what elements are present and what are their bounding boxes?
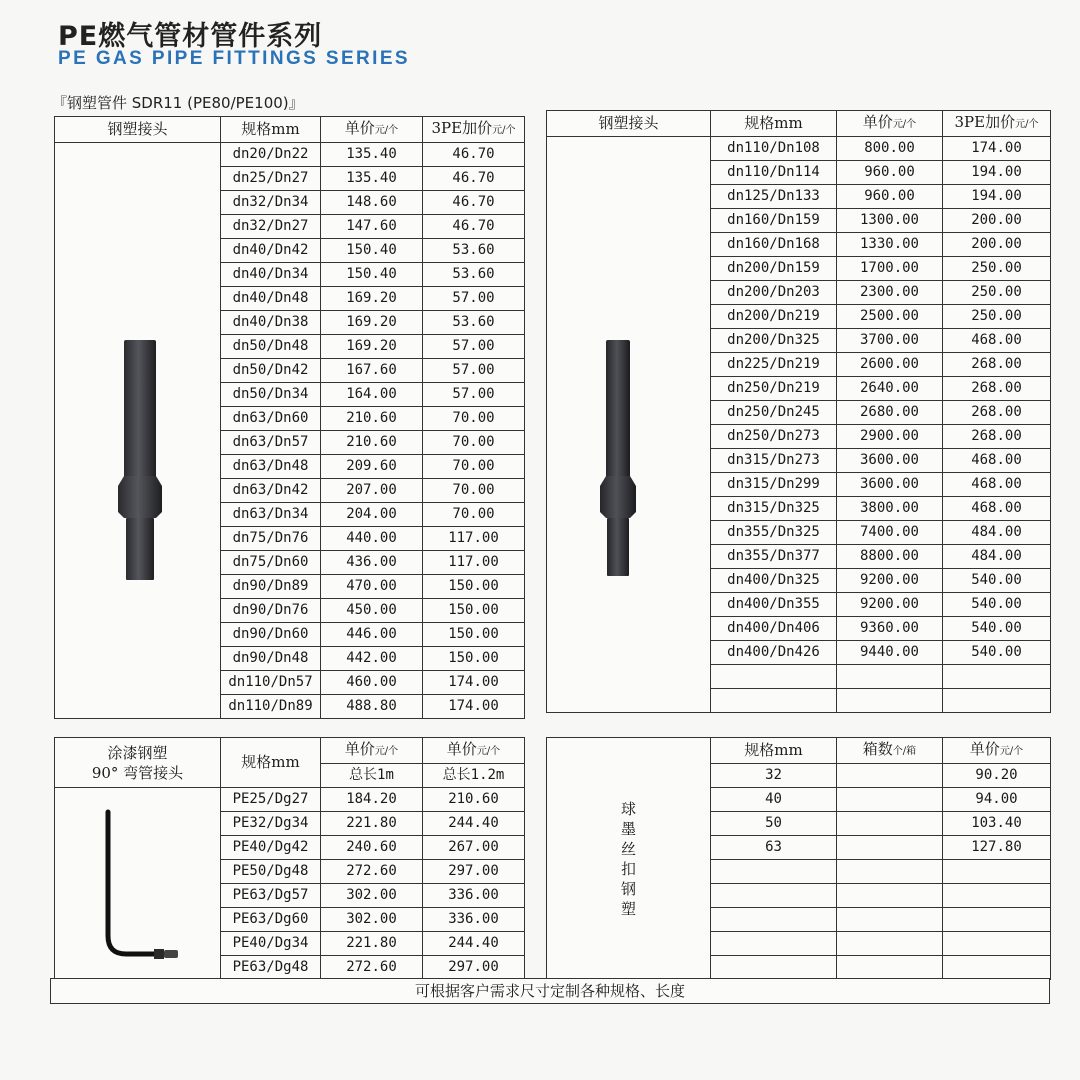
surcharge-cell: 70.00 <box>423 431 525 455</box>
box-count-cell <box>837 812 943 836</box>
price-cell: 2300.00 <box>837 281 943 305</box>
price-cell: 135.40 <box>321 143 423 167</box>
surcharge-cell: 250.00 <box>943 257 1051 281</box>
surcharge-cell: 174.00 <box>943 137 1051 161</box>
elbow-joint-illustration <box>98 806 188 968</box>
spec-cell: dn110/Dn57 <box>221 671 321 695</box>
spec-cell: dn200/Dn325 <box>711 329 837 353</box>
spec-cell: dn315/Dn325 <box>711 497 837 521</box>
price-cell: 210.60 <box>321 407 423 431</box>
price-cell: 960.00 <box>837 185 943 209</box>
spec-header: 规格mm <box>711 738 837 764</box>
surcharge-cell: 268.00 <box>943 377 1051 401</box>
price-cell: 436.00 <box>321 551 423 575</box>
spec-cell: dn355/Dn325 <box>711 521 837 545</box>
table-row <box>55 143 525 167</box>
spec-cell: dn315/Dn273 <box>711 449 837 473</box>
price-cell: 2500.00 <box>837 305 943 329</box>
surcharge-cell: 70.00 <box>423 455 525 479</box>
spec-cell: dn40/Dn38 <box>221 311 321 335</box>
surcharge-cell: 53.60 <box>423 263 525 287</box>
price-cell: 90.20 <box>943 764 1051 788</box>
spec-cell: dn110/Dn89 <box>221 695 321 719</box>
product-name-header: 涂漆钢塑 90° 弯管接头 <box>55 738 221 788</box>
surcharge-cell: 200.00 <box>943 233 1051 257</box>
price-header: 单价元/个 <box>943 738 1051 764</box>
surcharge-cell: 117.00 <box>423 527 525 551</box>
spec-cell <box>711 860 837 884</box>
price-cell: 169.20 <box>321 287 423 311</box>
spec-cell: dn400/Dn406 <box>711 617 837 641</box>
spec-header: 规格mm <box>711 111 837 137</box>
price-cell: 9440.00 <box>837 641 943 665</box>
box-count-cell <box>837 908 943 932</box>
price-cell: 207.00 <box>321 479 423 503</box>
surcharge-cell: 484.00 <box>943 545 1051 569</box>
price-cell: 147.60 <box>321 215 423 239</box>
price-cell: 184.20 <box>321 788 423 812</box>
spec-cell: dn200/Dn219 <box>711 305 837 329</box>
price-cell <box>943 932 1051 956</box>
surcharge-cell: 468.00 <box>943 473 1051 497</box>
spec-cell: PE40/Dg42 <box>221 836 321 860</box>
spec-cell: PE63/Dg57 <box>221 884 321 908</box>
spec-cell: dn225/Dn219 <box>711 353 837 377</box>
surcharge-cell: 297.00 <box>423 956 525 980</box>
price-header: 单价元/个 <box>321 117 423 143</box>
price-cell: 800.00 <box>837 137 943 161</box>
price-header: 单价元/个 <box>837 111 943 137</box>
price-header-1m: 单价元/个 <box>321 738 423 764</box>
spec-cell: dn250/Dn245 <box>711 401 837 425</box>
spec-cell: dn63/Dn60 <box>221 407 321 431</box>
length-1m-header: 总长1m <box>321 764 423 788</box>
table-row <box>547 137 1051 161</box>
spec-cell: dn160/Dn168 <box>711 233 837 257</box>
price-cell: 1330.00 <box>837 233 943 257</box>
price-cell: 1700.00 <box>837 257 943 281</box>
spec-cell: 40 <box>711 788 837 812</box>
spec-cell: dn20/Dn22 <box>221 143 321 167</box>
spec-cell: dn50/Dn34 <box>221 383 321 407</box>
spec-cell: dn63/Dn34 <box>221 503 321 527</box>
surcharge-cell: 268.00 <box>943 425 1051 449</box>
price-cell: 9200.00 <box>837 569 943 593</box>
product-name-header: 钢塑接头 <box>547 111 711 137</box>
surcharge-cell: 150.00 <box>423 599 525 623</box>
spec-cell: dn315/Dn299 <box>711 473 837 497</box>
price-cell: 3600.00 <box>837 449 943 473</box>
surcharge-cell: 268.00 <box>943 353 1051 377</box>
surcharge-cell: 268.00 <box>943 401 1051 425</box>
surcharge-cell: 540.00 <box>943 569 1051 593</box>
box-count-cell <box>837 788 943 812</box>
surcharge-cell: 468.00 <box>943 497 1051 521</box>
spec-cell: dn200/Dn203 <box>711 281 837 305</box>
surcharge-cell: 70.00 <box>423 407 525 431</box>
spec-cell: PE50/Dg48 <box>221 860 321 884</box>
price-cell: 167.60 <box>321 359 423 383</box>
price-cell: 302.00 <box>321 884 423 908</box>
surcharge-cell: 194.00 <box>943 161 1051 185</box>
surcharge-cell: 250.00 <box>943 281 1051 305</box>
surcharge-cell: 150.00 <box>423 647 525 671</box>
box-count-cell <box>837 956 943 980</box>
price-cell: 302.00 <box>321 908 423 932</box>
customization-note: 可根据客户需求尺寸定制各种规格、长度 <box>50 978 1050 1004</box>
spec-cell: dn63/Dn57 <box>221 431 321 455</box>
3pe-surcharge-header: 3PE加价元/个 <box>423 117 525 143</box>
price-cell <box>837 689 943 713</box>
surcharge-cell: 484.00 <box>943 521 1051 545</box>
spec-cell: dn160/Dn159 <box>711 209 837 233</box>
price-cell: 204.00 <box>321 503 423 527</box>
price-cell <box>943 908 1051 932</box>
spec-cell: dn125/Dn133 <box>711 185 837 209</box>
surcharge-cell: 46.70 <box>423 143 525 167</box>
surcharge-cell: 174.00 <box>423 695 525 719</box>
spec-cell: dn400/Dn355 <box>711 593 837 617</box>
section-subtitle: 『钢塑管件 SDR11 (PE80/PE100)』 <box>52 94 304 112</box>
box-count-header: 箱数个/箱 <box>837 738 943 764</box>
ductile-threaded-table <box>546 737 1051 980</box>
price-cell: 169.20 <box>321 335 423 359</box>
spec-cell <box>711 884 837 908</box>
spec-cell: dn110/Dn108 <box>711 137 837 161</box>
price-cell: 3600.00 <box>837 473 943 497</box>
surcharge-cell: 53.60 <box>423 239 525 263</box>
spec-cell: dn40/Dn42 <box>221 239 321 263</box>
spec-cell: PE32/Dg34 <box>221 812 321 836</box>
page-title-english: PE GAS PIPE FITTINGS SERIES <box>58 48 410 69</box>
spec-cell <box>711 932 837 956</box>
spec-cell: dn400/Dn426 <box>711 641 837 665</box>
price-cell <box>837 665 943 689</box>
surcharge-cell: 150.00 <box>423 623 525 647</box>
spec-cell: dn25/Dn27 <box>221 167 321 191</box>
spec-cell: PE40/Dg34 <box>221 932 321 956</box>
surcharge-cell: 200.00 <box>943 209 1051 233</box>
spec-cell: dn63/Dn42 <box>221 479 321 503</box>
spec-cell: PE63/Dg48 <box>221 956 321 980</box>
price-cell: 488.80 <box>321 695 423 719</box>
spec-cell: dn32/Dn27 <box>221 215 321 239</box>
price-cell <box>943 884 1051 908</box>
surcharge-cell: 70.00 <box>423 479 525 503</box>
product-name-vertical: 球墨丝扣钢塑 <box>547 738 711 980</box>
price-cell <box>943 956 1051 980</box>
spec-cell: dn32/Dn34 <box>221 191 321 215</box>
spec-cell: dn75/Dn76 <box>221 527 321 551</box>
surcharge-cell: 267.00 <box>423 836 525 860</box>
spec-cell: dn400/Dn325 <box>711 569 837 593</box>
surcharge-cell: 540.00 <box>943 593 1051 617</box>
surcharge-cell: 540.00 <box>943 617 1051 641</box>
price-cell: 210.60 <box>321 431 423 455</box>
price-cell: 2680.00 <box>837 401 943 425</box>
price-cell: 103.40 <box>943 812 1051 836</box>
surcharge-cell: 244.40 <box>423 932 525 956</box>
price-cell: 135.40 <box>321 167 423 191</box>
spec-header: 规格mm <box>221 117 321 143</box>
spec-cell: dn200/Dn159 <box>711 257 837 281</box>
price-cell: 460.00 <box>321 671 423 695</box>
spec-cell: dn50/Dn48 <box>221 335 321 359</box>
spec-cell <box>711 665 837 689</box>
surcharge-cell: 70.00 <box>423 503 525 527</box>
spec-cell <box>711 956 837 980</box>
surcharge-cell: 57.00 <box>423 359 525 383</box>
price-cell: 272.60 <box>321 860 423 884</box>
surcharge-cell: 244.40 <box>423 812 525 836</box>
price-cell: 127.80 <box>943 836 1051 860</box>
price-cell: 470.00 <box>321 575 423 599</box>
box-count-cell <box>837 884 943 908</box>
price-cell: 272.60 <box>321 956 423 980</box>
surcharge-cell: 117.00 <box>423 551 525 575</box>
surcharge-cell: 297.00 <box>423 860 525 884</box>
length-1-2m-header: 总长1.2m <box>423 764 525 788</box>
steel-plastic-joint-large-illustration <box>596 336 640 580</box>
surcharge-cell: 53.60 <box>423 311 525 335</box>
surcharge-cell: 57.00 <box>423 335 525 359</box>
surcharge-cell: 46.70 <box>423 167 525 191</box>
price-cell: 440.00 <box>321 527 423 551</box>
price-cell: 169.20 <box>321 311 423 335</box>
surcharge-cell: 468.00 <box>943 449 1051 473</box>
box-count-cell <box>837 932 943 956</box>
surcharge-cell <box>943 665 1051 689</box>
spec-cell: dn90/Dn76 <box>221 599 321 623</box>
spec-cell: 32 <box>711 764 837 788</box>
surcharge-cell: 250.00 <box>943 305 1051 329</box>
spec-cell <box>711 689 837 713</box>
price-cell: 442.00 <box>321 647 423 671</box>
price-cell: 2640.00 <box>837 377 943 401</box>
surcharge-cell: 46.70 <box>423 191 525 215</box>
spec-cell: dn63/Dn48 <box>221 455 321 479</box>
surcharge-cell: 540.00 <box>943 641 1051 665</box>
surcharge-cell <box>943 689 1051 713</box>
spec-cell: PE63/Dg60 <box>221 908 321 932</box>
3pe-surcharge-header: 3PE加价元/个 <box>943 111 1051 137</box>
price-cell: 2600.00 <box>837 353 943 377</box>
spec-cell: dn355/Dn377 <box>711 545 837 569</box>
price-cell: 209.60 <box>321 455 423 479</box>
box-count-cell <box>837 764 943 788</box>
spec-cell: dn250/Dn219 <box>711 377 837 401</box>
spec-cell: dn50/Dn42 <box>221 359 321 383</box>
steel-plastic-joint-illustration <box>110 336 170 586</box>
price-cell: 150.40 <box>321 239 423 263</box>
product-name-header: 钢塑接头 <box>55 117 221 143</box>
price-cell: 164.00 <box>321 383 423 407</box>
spec-cell: dn90/Dn48 <box>221 647 321 671</box>
spec-cell: 63 <box>711 836 837 860</box>
surcharge-cell: 174.00 <box>423 671 525 695</box>
spec-cell: dn75/Dn60 <box>221 551 321 575</box>
price-header-1-2m: 单价元/个 <box>423 738 525 764</box>
spec-cell: dn40/Dn34 <box>221 263 321 287</box>
spec-cell <box>711 908 837 932</box>
surcharge-cell: 57.00 <box>423 287 525 311</box>
price-cell: 221.80 <box>321 812 423 836</box>
surcharge-cell: 57.00 <box>423 383 525 407</box>
surcharge-cell: 46.70 <box>423 215 525 239</box>
surcharge-cell: 194.00 <box>943 185 1051 209</box>
spec-header: 规格mm <box>221 738 321 788</box>
spec-cell: 50 <box>711 812 837 836</box>
spec-cell: dn90/Dn60 <box>221 623 321 647</box>
price-cell: 94.00 <box>943 788 1051 812</box>
box-count-cell <box>837 836 943 860</box>
price-cell: 446.00 <box>321 623 423 647</box>
price-cell: 7400.00 <box>837 521 943 545</box>
surcharge-cell: 210.60 <box>423 788 525 812</box>
spec-cell: dn250/Dn273 <box>711 425 837 449</box>
price-cell: 2900.00 <box>837 425 943 449</box>
price-cell: 221.80 <box>321 932 423 956</box>
spec-cell: PE25/Dg27 <box>221 788 321 812</box>
spec-cell: dn90/Dn89 <box>221 575 321 599</box>
price-cell <box>943 860 1051 884</box>
surcharge-cell: 468.00 <box>943 329 1051 353</box>
surcharge-cell: 336.00 <box>423 884 525 908</box>
box-count-cell <box>837 860 943 884</box>
surcharge-cell: 336.00 <box>423 908 525 932</box>
surcharge-cell: 150.00 <box>423 575 525 599</box>
price-cell: 240.60 <box>321 836 423 860</box>
spec-cell: dn110/Dn114 <box>711 161 837 185</box>
price-cell: 3700.00 <box>837 329 943 353</box>
price-cell: 9200.00 <box>837 593 943 617</box>
price-cell: 3800.00 <box>837 497 943 521</box>
price-cell: 8800.00 <box>837 545 943 569</box>
price-cell: 148.60 <box>321 191 423 215</box>
price-cell: 9360.00 <box>837 617 943 641</box>
price-cell: 960.00 <box>837 161 943 185</box>
spec-cell: dn40/Dn48 <box>221 287 321 311</box>
price-cell: 150.40 <box>321 263 423 287</box>
page-title: PE燃气管材管件系列 <box>58 21 323 52</box>
price-cell: 450.00 <box>321 599 423 623</box>
price-cell: 1300.00 <box>837 209 943 233</box>
